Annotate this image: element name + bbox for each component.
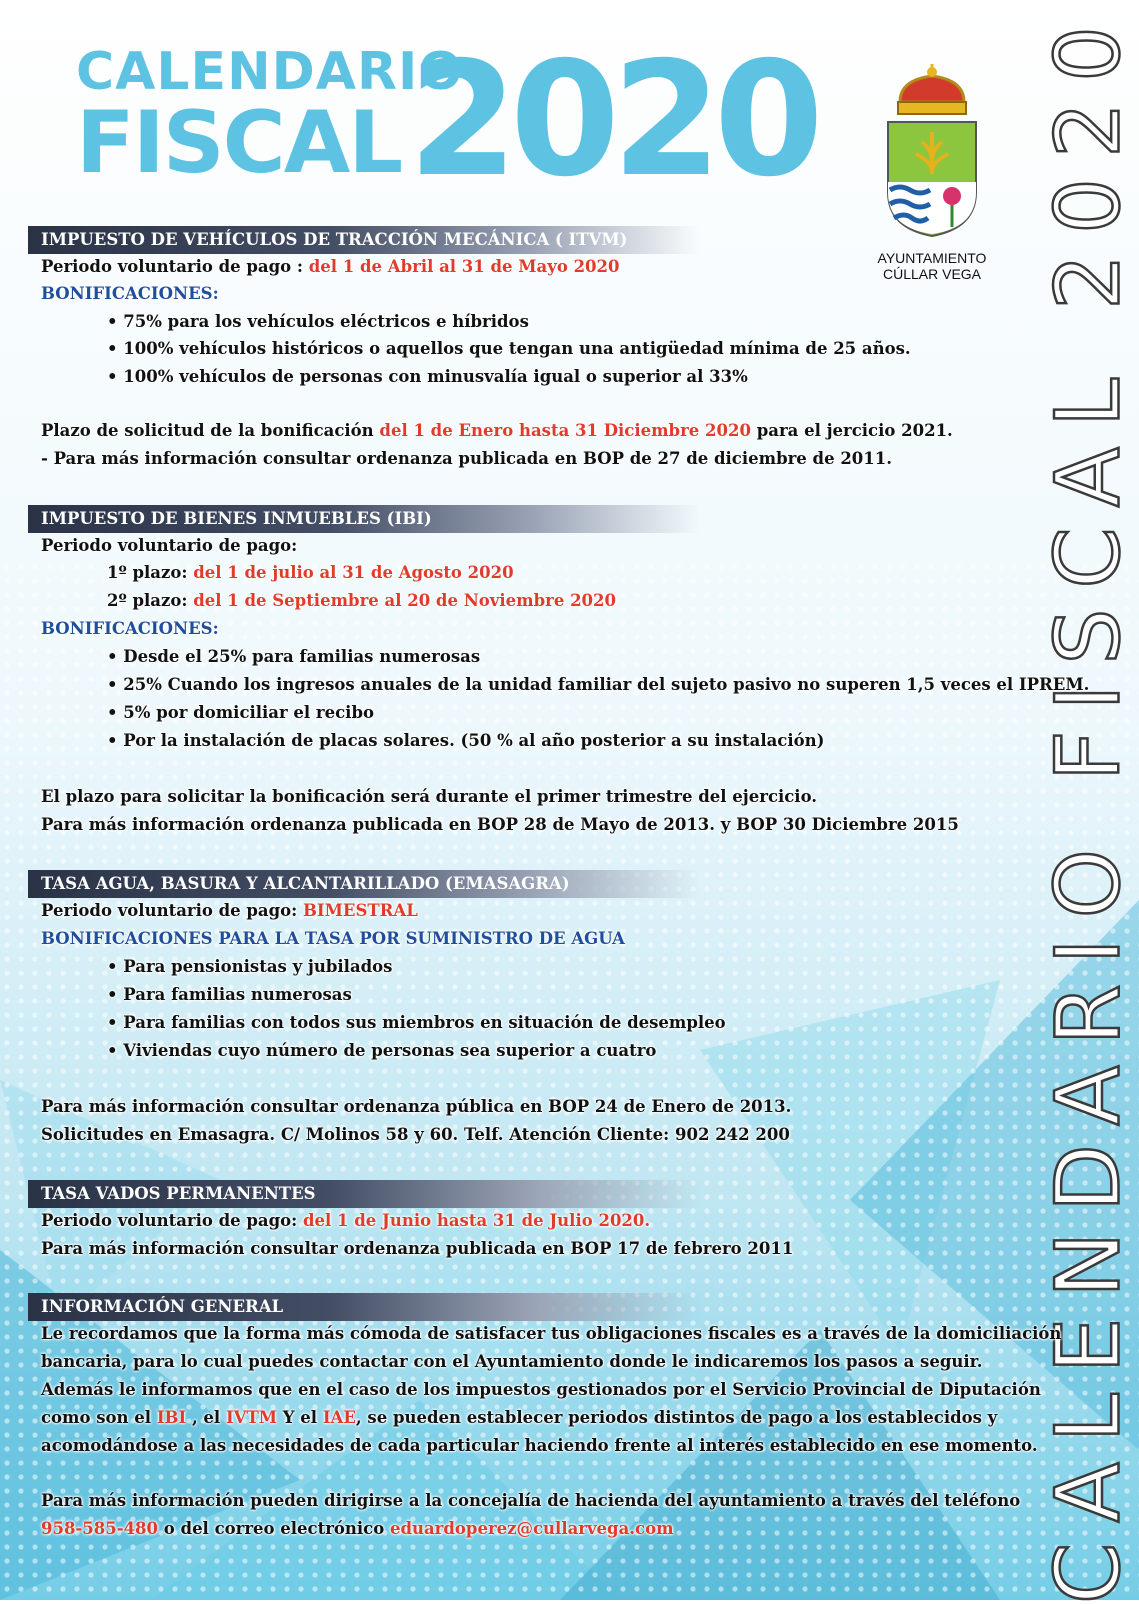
logo-caption-line2: CÚLLAR VEGA bbox=[872, 266, 992, 282]
logo-caption-line1: AYUNTAMIENTO bbox=[872, 250, 992, 266]
section-heading-agua: TASA AGUA, BASURA Y ALCANTARILLADO (EMASAGRA) bbox=[28, 870, 700, 898]
ibi-note: El plazo para solicitar la bonificación será durante el primer trimestre del ejercicio. bbox=[41, 786, 817, 808]
agua-note: Para más información consultar ordenanza pública en BOP 24 de Enero de 2013. bbox=[41, 1096, 791, 1118]
title-calendario: CALENDARIO bbox=[76, 44, 464, 100]
vados-note: Para más información consultar ordenanza publicada en BOP 17 de febrero 2011 bbox=[41, 1238, 793, 1260]
itvm-plazo-value: del 1 de Enero hasta 31 Diciembre 2020 bbox=[379, 421, 751, 440]
vados-periodo-value: del 1 de Junio hasta 31 de Julio 2020. bbox=[303, 1211, 650, 1230]
ibi-plazo1-label: 1º plazo: bbox=[107, 563, 193, 582]
itvm-periodo-label: Periodo voluntario de pago : bbox=[41, 257, 309, 276]
general-text: como son el bbox=[41, 1408, 157, 1427]
ibi-plazo1-value: del 1 de julio al 31 de Agosto 2020 bbox=[193, 563, 513, 582]
itvm-periodo-value: del 1 de Abril al 31 de Mayo 2020 bbox=[309, 257, 620, 276]
general-text: o del correo electrónico bbox=[158, 1519, 390, 1538]
itvm-plazo bbox=[41, 420, 953, 442]
itvm-bullet: • 75% para los vehículos eléctricos e híbridos bbox=[107, 311, 529, 333]
general-paragraph: bancaria, para lo cual puedes contactar con el Ayuntamiento donde le indicaremos los pasos a seguir. bbox=[41, 1351, 983, 1373]
ibi-note: Para más información ordenanza publicada en BOP 28 de Mayo de 2013. y BOP 30 Diciembre 2015 bbox=[41, 814, 959, 836]
agua-bonif-label: BONIFICACIONES PARA LA TASA POR SUMINISTRO DE AGUA bbox=[41, 928, 625, 950]
vados-periodo-label: Periodo voluntario de pago: bbox=[41, 1211, 303, 1230]
agua-bullet: • Para pensionistas y jubilados bbox=[107, 956, 392, 978]
ibi-bullet: • 25% Cuando los ingresos anuales de la unidad familiar del sujeto pasivo no superen 1,5 veces el IPREM. bbox=[107, 674, 1089, 696]
vados-periodo bbox=[41, 1210, 650, 1232]
agua-periodo bbox=[41, 900, 418, 922]
ibi-bullet: • Por la instalación de placas solares. (50 % al año posterior a su instalación) bbox=[107, 730, 824, 752]
agua-bullet: • Para familias con todos sus miembros en situación de desempleo bbox=[107, 1012, 726, 1034]
contact-email-link[interactable]: eduardoperez@cullarvega.com bbox=[390, 1519, 674, 1538]
municipal-logo bbox=[872, 62, 992, 282]
itvm-bonif-label: BONIFICACIONES: bbox=[41, 283, 219, 305]
poster-title bbox=[72, 40, 812, 190]
ibi-bonif-label: BONIFICACIONES: bbox=[41, 618, 219, 640]
itvm-bullet: • 100% vehículos de personas con minusvalía igual o superior al 33% bbox=[107, 366, 748, 388]
ibi-plazo2 bbox=[107, 590, 616, 612]
general-paragraph: acomodándose a las necesidades de cada particular haciendo frente al interés establecido en ese momento. bbox=[41, 1435, 1038, 1457]
general-paragraph bbox=[41, 1407, 997, 1429]
ibi-periodo-label: Periodo voluntario de pago: bbox=[41, 535, 297, 557]
ibi-plazo2-value: del 1 de Septiembre al 20 de Noviembre 2020 bbox=[193, 591, 616, 610]
section-heading-ibi: IMPUESTO DE BIENES INMUEBLES (IBI) bbox=[28, 505, 700, 533]
ibi-plazo1 bbox=[107, 562, 514, 584]
contact-phone[interactable]: 958-585-480 bbox=[41, 1519, 158, 1538]
ibi-plazo2-label: 2º plazo: bbox=[107, 591, 193, 610]
section-heading-general: INFORMACIÓN GENERAL bbox=[28, 1293, 700, 1321]
agua-periodo-label: Periodo voluntario de pago: bbox=[41, 901, 303, 920]
general-text: , el bbox=[186, 1408, 226, 1427]
itvm-periodo bbox=[41, 256, 620, 278]
general-text: , se pueden establecer periodos distintos de pago a los establecidos y bbox=[356, 1408, 997, 1427]
general-text: Y el bbox=[277, 1408, 323, 1427]
section-heading-itvm: IMPUESTO DE VEHÍCULOS DE TRACCIÓN MECÁNICA ( ITVM) bbox=[28, 226, 700, 254]
general-iae: IAE bbox=[323, 1408, 356, 1427]
itvm-bullet: • 100% vehículos históricos o aquellos que tengan una antigüedad mínima de 25 años. bbox=[107, 338, 911, 360]
title-fiscal: FISCAL bbox=[76, 98, 401, 188]
ibi-bullet: • Desde el 25% para familias numerosas bbox=[107, 646, 480, 668]
general-ivtm: IVTM bbox=[226, 1408, 277, 1427]
general-ibi: IBI bbox=[157, 1408, 186, 1427]
agua-bullet: • Viviendas cuyo número de personas sea superior a cuatro bbox=[107, 1040, 656, 1062]
general-contact: Para más información pueden dirigirse a la concejalía de hacienda del ayuntamiento a través del teléfono bbox=[41, 1490, 1020, 1512]
coat-of-arms-icon bbox=[882, 62, 982, 242]
section-heading-vados: TASA VADOS PERMANENTES bbox=[28, 1180, 700, 1208]
itvm-info: - Para más información consultar ordenanza publicada en BOP de 27 de diciembre de 2011. bbox=[41, 448, 892, 470]
itvm-plazo-pre: Plazo de solicitud de la bonificación bbox=[41, 421, 379, 440]
general-paragraph: Le recordamos que la forma más cómoda de satisfacer tus obligaciones fiscales es a través de la domiciliación bbox=[41, 1323, 1061, 1345]
agua-periodo-value: BIMESTRAL bbox=[303, 901, 418, 920]
vertical-title-text: CALENDARIO FISCAL 2020 bbox=[1037, 6, 1139, 1604]
general-contact-line bbox=[41, 1518, 674, 1540]
general-paragraph: Además le informamos que en el caso de los impuestos gestionados por el Servicio Provincial de Diputación bbox=[41, 1379, 1041, 1401]
agua-note: Solicitudes en Emasagra. C/ Molinos 58 y 60. Telf. Atención Cliente: 902 242 200 bbox=[41, 1124, 790, 1146]
itvm-plazo-post: para el jercicio 2021. bbox=[751, 421, 953, 440]
title-year: 2020 bbox=[408, 40, 816, 200]
ibi-bullet: • 5% por domiciliar el recibo bbox=[107, 702, 374, 724]
agua-bullet: • Para familias numerosas bbox=[107, 984, 352, 1006]
